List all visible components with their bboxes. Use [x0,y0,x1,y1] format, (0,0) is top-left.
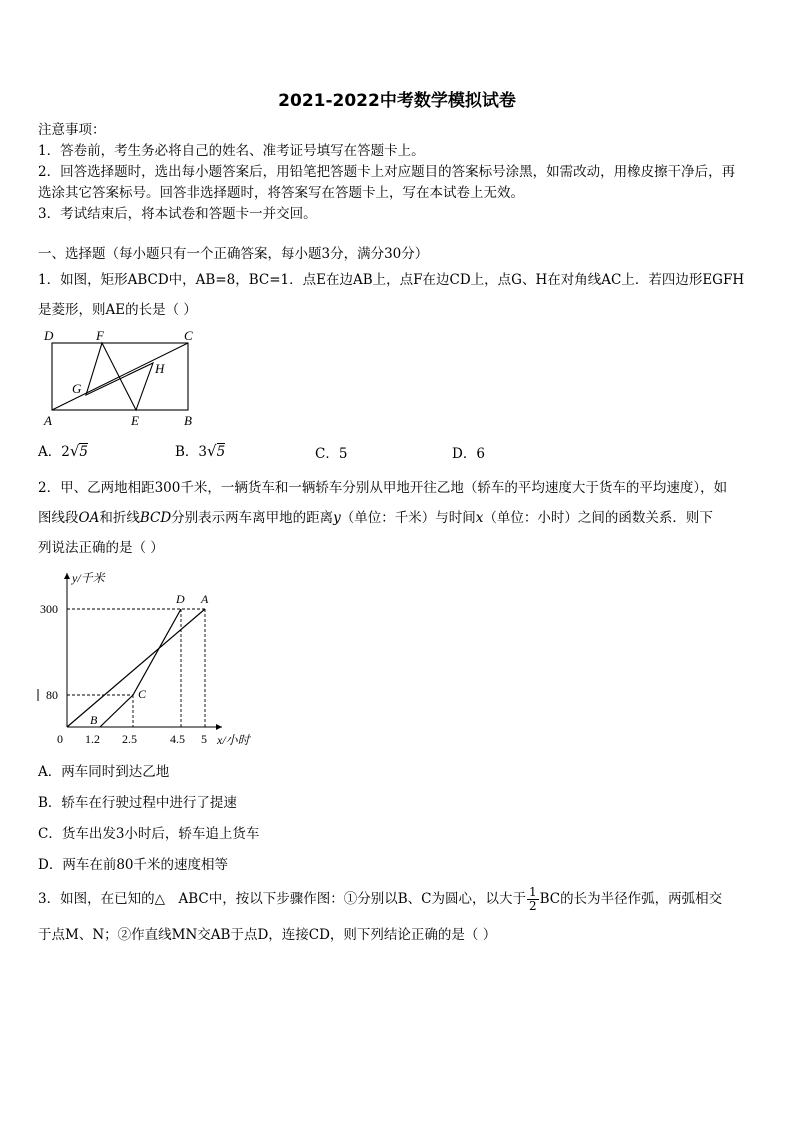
y-axis-label: y/千米 [72,571,105,585]
point-label-c: C [138,687,147,701]
label-g: G [72,381,82,396]
q2-distance-time-graph [30,565,270,750]
label-f: F [96,328,104,343]
point-label-d: D [176,592,185,606]
q1-option-d[interactable]: D．6 [452,446,485,462]
x-tick-4-5: 4.5 [170,732,185,746]
fraction-denominator: 2 [528,899,537,913]
q1-option-a[interactable] [38,440,88,460]
fraction-numerator: 1 [528,885,537,899]
notice-item-1: 1．答卷前，考生务必将自己的姓名、准考证号填写在答题卡上。 [38,143,425,159]
q2-line-1: 2．甲、乙两地相距300千米，一辆货车和一辆轿车分别从甲地开往乙地（轿车的平均速度大于货车的平均速度），如 [38,480,728,496]
q2-option-b[interactable]: B．轿车在行驶过程中进行了提速 [38,795,237,811]
polyline-bcd [100,609,181,727]
q2-polyline-bcd: BCD [139,510,172,526]
section-heading: 一、选择题（每小题只有一个正确答案，每小题3分，满分30分） [38,246,429,262]
q2-line-2 [38,508,713,528]
x-tick-5: 5 [201,732,207,746]
q2-text-g: （单位：千米）与时间 [340,510,476,526]
notice-item-2a: 2．回答选择题时，选出每小题答案后，用铅笔把答题卡上对应题目的答案标号涂黑，如需改动，用橡皮擦干净后，再 [38,164,736,180]
label-c: C [184,328,193,343]
q1-option-b[interactable] [175,440,225,460]
q2-text-c: 和折线 [99,510,140,526]
label-h: H [155,361,165,376]
q2-var-x: x [475,510,484,526]
y-tick-300: 300 [40,602,58,616]
x-tick-1-2: 1.2 [85,732,100,746]
label-a: A [44,413,52,428]
page-title: 2021-2022中考数学模拟试卷 [278,91,516,111]
q1-rectangle-figure [36,324,206,430]
q1-option-b-prefix: B．3 [175,444,208,460]
sqrt-icon: √ [207,442,217,460]
q1-option-a-prefix: A．2 [38,444,70,460]
q1-option-b-radicand: 5 [216,444,226,460]
x-tick-2-5: 2.5 [122,732,137,746]
label-d: D [44,328,54,343]
notice-heading: 注意事项： [38,122,106,138]
q2-option-d[interactable]: D．两车在前80千米的速度相等 [38,857,229,873]
q2-option-a[interactable]: A．两车同时到达乙地 [38,764,170,780]
q3-line-2: 于点M、N；②作直线MN交AB于点D，连接CD，则下列结论正确的是（ ） [38,927,497,943]
q3-text-a: 3．如图，在已知的△ ABC中，按以下步骤作图：①分别以B、C为圆心，以大于 [38,891,526,907]
q3-line-1 [38,886,722,913]
q1-option-a-radicand: 5 [79,444,88,460]
point-label-b: B [90,713,98,727]
q2-text-e: 分别表示两车离甲地的距离 [171,510,334,526]
label-e: E [131,413,139,428]
diagonal-ac [52,343,188,410]
rhombus-egfh [86,343,153,410]
point-label-a: A [201,592,209,606]
segment-oa [67,609,205,727]
fraction-one-half [527,886,539,913]
q2-text-a: 图线段 [38,510,79,526]
notice-item-3: 3．考试结束后，将本试卷和答题卡一并交回。 [38,206,317,222]
q2-segment-oa: OA [78,510,100,526]
q2-option-c[interactable]: C．货车出发3小时后，轿车追上货车 [38,826,260,842]
q1-line-2: 是菱形，则AE的长是（ ） [38,302,197,318]
x-tick-0: 0 [57,732,63,746]
sqrt-icon: √ [69,442,80,460]
y-tick-80: 80 [46,688,58,702]
label-b: B [184,413,192,428]
q3-text-b: BC的长为半径作弧，两弧相交 [539,891,723,907]
q2-var-y: y [333,510,341,526]
q1-option-c[interactable]: C．5 [315,446,348,462]
q2-line-3: 列说法正确的是（ ） [38,540,164,556]
q2-text-i: （单位：小时）之间的函数关系．则下 [483,510,713,526]
q1-line-1: 1．如图，矩形ABCD中，AB=8，BC=1．点E在边AB上，点F在边CD上，点G、H在对角线AC上．若四边形EGFH [38,272,745,288]
x-axis-label: x/小时 [217,733,250,747]
notice-item-2b: 选涂其它答案标号。回答非选择题时，将答案写在答题卡上，写在本试卷上无效。 [38,185,524,201]
